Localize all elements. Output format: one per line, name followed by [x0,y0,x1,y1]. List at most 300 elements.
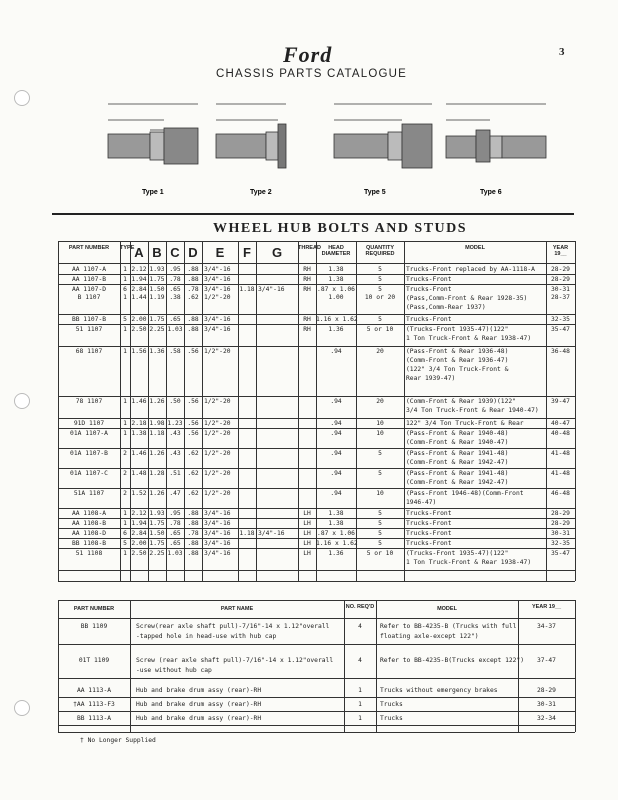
table-cell: .78 [169,520,181,527]
table-cell: Hub and brake drum assy (rear)-RH [136,701,262,708]
table-cell: 28-37 [551,294,570,301]
table-cell: 51A 1107 [73,490,105,497]
table-cell: 36-48 [551,348,570,355]
table-cell: 1.75 [149,276,165,283]
table-cell: 1.38 [328,266,344,273]
table-cell: .95 [169,266,181,273]
table-cell: 1 [123,326,127,333]
footnote: † No Longer Supplied [80,737,156,744]
col-header-a: A [134,245,144,260]
table-cell: B 1107 [77,294,101,301]
table-cell: .94 [330,430,342,437]
table-cell: BB 1108-B [71,540,107,547]
rule [58,697,575,698]
table-cell: 3/4"-16 [258,286,285,293]
table-cell: 1.38 [328,276,344,283]
table-cell: 1 [123,348,127,355]
table-cell: 1.16 x 1.62 [316,316,358,323]
table-cell: 1.26 [149,490,165,497]
col-header-year: YEAR 19__ [552,245,569,257]
table-cell: .95 [169,510,181,517]
table-cell: 1 [123,520,127,527]
table-cell: 2.18 [131,420,147,427]
table-cell: LH [303,550,311,557]
table-cell: 3/4"-16 [204,520,231,527]
rule [202,241,203,581]
table-cell: 1/2"-20 [204,294,231,301]
table-cell: 3/4 Ton Truck-Front & Rear 1940-47) [406,407,539,414]
table-cell: 1/2"-20 [204,420,231,427]
table-cell: †AA 1113-F3 [73,701,115,708]
table-cell: 37-47 [537,657,556,664]
table-cell: Rear 1939-47) [406,375,456,382]
table-cell: 5 [378,276,382,283]
col-header-d: D [188,245,198,260]
table-cell: 30-31 [551,286,570,293]
table-cell: 1.00 [328,294,344,301]
table-cell: 1.36 [149,348,165,355]
catalogue-title: CHASSIS PARTS CATALOGUE [216,68,407,80]
table-cell: 78 1107 [75,398,103,405]
table-cell: 1 [358,715,362,722]
table-cell: 1.36 [328,326,344,333]
table-cell: 1 Ton Truck-Front & Rear 1938-47) [406,559,532,566]
table-cell: 2.00 [131,316,147,323]
table-cell: 1.18 [239,530,255,537]
table-cell: .65 [169,540,181,547]
table-cell: Hub and brake drum assy (rear)-RH [136,715,262,722]
table-cell: Trucks-Front [406,520,452,527]
table-cell: 1.03 [167,550,183,557]
table-cell: .88 [187,316,199,323]
table-cell: 10 [376,420,384,427]
table-cell: 1.38 [328,510,344,517]
table-cell: 5 [378,470,382,477]
table-cell: LH [303,510,311,517]
table-cell: 41-48 [551,450,570,457]
table-cell: RH [303,316,311,323]
table-cell: 1.75 [149,520,165,527]
table-cell: Screw (rear axle shaft pull)-7/16"-14 x 1.12"overall [136,657,334,664]
table-cell: 3/4"-16 [204,266,231,273]
col-header-thread: THREAD [298,245,321,251]
table-cell: (Pass,Comm-Rear 1937) [406,304,486,311]
table-cell: .62 [187,294,199,301]
table-cell: 30-31 [537,701,556,708]
table-cell: 3/4"-16 [204,326,231,333]
table-cell: 1.50 [149,530,165,537]
table-cell: 1 [123,420,127,427]
rule [256,241,257,581]
table-cell: (Pass-Front & Rear 1941-48) [406,450,509,457]
table-cell: 1.18 [239,286,255,293]
table-cell: .56 [187,348,199,355]
col-header-type: TYPE [120,245,135,251]
table-cell: 1.26 [149,398,165,405]
type6-diagram [446,104,546,162]
table-cell: 20 [376,398,384,405]
table-cell: (Comm-Front & Rear 1939)(122" [406,398,516,405]
table-cell: 28-29 [551,520,570,527]
table-cell: 32-35 [551,540,570,547]
rule [58,732,575,733]
table-cell: .87 x 1.06 [317,530,355,537]
table-cell: .65 [169,286,181,293]
table-cell: BB 1109 [80,623,108,630]
table-cell: 1/2"-20 [204,348,231,355]
table-cell: RH [303,276,311,283]
rule [58,725,575,726]
wheel-hub-bolts-table [58,241,575,581]
table-cell: 40-47 [551,420,570,427]
table-cell: 28-29 [537,687,556,694]
table-cell: .58 [169,348,181,355]
table-cell: .78 [169,276,181,283]
table-cell: 01A 1107-A [70,430,108,437]
table-cell: .62 [187,490,199,497]
table-cell: 51 1107 [75,326,103,333]
table-cell: 40-48 [551,430,570,437]
rule [58,618,575,619]
table-cell: .87 x 1.06 [317,286,355,293]
table-cell: .47 [169,490,181,497]
table-cell: BB 1113-A [76,715,112,722]
table-cell: 2 [123,490,127,497]
table-cell: 5 [378,450,382,457]
table-cell: 35-47 [551,326,570,333]
table-cell: 1 [123,294,127,301]
table-cell: AA 1108-B [71,520,107,527]
table-cell: AA 1113-A [76,687,112,694]
col-header-model: MODEL [437,606,457,612]
table-cell: .88 [187,266,199,273]
table-cell: 41-48 [551,470,570,477]
table-cell: 3/4"-16 [204,510,231,517]
table-cell: 1.36 [328,550,344,557]
col-header-part-number: PART NUMBER [68,245,110,251]
table-cell: LH [303,520,311,527]
table-cell: 5 [378,316,382,323]
table-cell: 1/2"-20 [204,430,231,437]
page-number: 3 [559,46,565,58]
table-cell: 1/2"-20 [204,490,231,497]
rule [58,570,575,571]
table-cell: 3/4"-16 [204,540,231,547]
table-cell: 1 [358,701,362,708]
table-cell: 2.25 [149,550,165,557]
table-cell: 1.19 [149,294,165,301]
table-cell: RH [303,286,311,293]
table-cell: 3/4"-16 [204,276,231,283]
table-cell: .94 [330,348,342,355]
table-cell: 5 [378,510,382,517]
table-cell: 5 [378,530,382,537]
table-cell: 3/4"-16 [204,550,231,557]
table-cell: AA 1108-D [71,530,107,537]
table-cell: 1 [123,510,127,517]
table-cell: 1.44 [131,294,147,301]
binder-hole [14,700,30,716]
rule [58,644,575,645]
table-cell: 1 [123,266,127,273]
figure-label: Type 5 [364,189,386,196]
table-cell: 3/4"-16 [204,286,231,293]
table-cell: 2.50 [131,550,147,557]
table-cell: 32-34 [537,715,556,722]
table-cell: 4 [358,657,362,664]
table-cell: .88 [187,520,199,527]
table-cell: 1946-47) [406,499,437,506]
rule [58,581,575,582]
table-cell: .88 [187,326,199,333]
table-cell: 5 or 10 [366,550,394,557]
table-cell: 28-29 [551,510,570,517]
table-cell: 68 1107 [75,348,103,355]
table-cell: 2.84 [131,530,147,537]
table-cell: 6 [123,530,127,537]
table-cell: .56 [187,398,199,405]
table-cell: Hub and brake drum assy (rear)-RH [136,687,262,694]
rule [575,241,576,581]
table-cell: 91D 1107 [73,420,105,427]
table-cell: .62 [187,470,199,477]
type5-diagram [334,104,432,168]
table-cell: 1 [123,276,127,283]
table-cell: 1.38 [131,430,147,437]
table-cell: 2.50 [131,326,147,333]
table-cell: 5 [378,286,382,293]
table-cell: 5 [378,520,382,527]
table-cell: .78 [187,530,199,537]
table-cell: 2.12 [131,266,147,273]
table-cell: 20 [376,348,384,355]
table-cell: 1.46 [131,450,147,457]
binder-hole [14,393,30,409]
table-cell: .56 [187,420,199,427]
table-cell: (Pass-Front & Rear 1940-48) [406,430,509,437]
table-cell: 1.38 [328,520,344,527]
table-cell: (Trucks-Front 1935-47)(122" [406,550,509,557]
col-header-g: G [271,245,283,260]
table-cell: .88 [187,550,199,557]
table-cell: 4 [358,623,362,630]
table-cell: Trucks-Front [406,276,452,283]
hub-parts-table [58,600,575,732]
table-cell: LH [303,530,311,537]
table-cell: .65 [169,530,181,537]
table-cell: AA 1107-B [71,276,107,283]
table-cell: 2 [123,470,127,477]
col-header-quantity: QUANTITY REQUIRED [365,245,395,257]
table-cell: 1.28 [149,470,165,477]
table-cell: AA 1108-A [71,510,107,517]
table-cell: AA 1107-D [71,286,107,293]
figure-label: Type 6 [480,189,502,196]
table-cell: 35-47 [551,550,570,557]
table-cell: 28-29 [551,266,570,273]
rule [575,600,576,732]
col-header-f: F [243,245,251,260]
table-cell: 1 [123,398,127,405]
table-cell: Trucks-Front [406,540,452,547]
table-cell: .51 [169,470,181,477]
table-cell: 5 [123,540,127,547]
table-cell: .78 [187,286,199,293]
type2-diagram [216,104,286,168]
table-cell: BB 1107-B [71,316,107,323]
table-cell: RH [303,266,311,273]
table-cell: 5 [123,316,127,323]
col-header-e: E [215,245,225,260]
table-cell: 1/2"-20 [204,450,231,457]
table-cell: (Comm-Front & Rear 1942-47) [406,459,509,466]
table-cell: 1 [123,430,127,437]
col-header-head-diameter: HEAD DIAMETER [321,245,351,257]
table-cell: 28-29 [551,276,570,283]
rule [344,600,345,732]
table-cell: 122" 3/4 Ton Truck-Front & Rear [406,420,524,427]
table-cell: 1.93 [149,510,165,517]
table-cell: Trucks [380,701,403,708]
table-cell: 1/2"-20 [204,470,231,477]
table-cell: Trucks-Front [406,316,452,323]
table-cell: 1.94 [131,276,147,283]
table-cell: Trucks-Front [406,510,452,517]
table-cell: .88 [187,510,199,517]
table-cell: 30-31 [551,530,570,537]
table-cell: .94 [330,450,342,457]
table-cell: 1.50 [149,286,165,293]
rule [58,711,575,712]
table-cell: 46-48 [551,490,570,497]
table-cell: Refer to BB-4235-B (Trucks with full [380,623,517,630]
table-cell: 1.03 [167,326,183,333]
table-cell: 1.93 [149,266,165,273]
rule [130,600,131,732]
table-cell: .65 [169,316,181,323]
table-cell: 01A 1107-C [70,470,108,477]
table-cell: (Pass,Comm-Front & Rear 1928-35) [406,295,528,302]
table-cell: -tapped hole in head-use with hub cap [136,633,277,640]
table-cell: 1.23 [167,420,183,427]
table-cell: 34-37 [537,623,556,630]
table-cell: 1.98 [149,420,165,427]
table-cell: 3/4"-16 [258,530,285,537]
col-header-year: YEAR 19__ [531,604,562,610]
table-cell: 1.94 [131,520,147,527]
table-cell: 2 [123,450,127,457]
table-cell: -use without hub cap [136,667,212,674]
col-header-part-number: PART NUMBER [73,606,115,612]
table-cell: 2.12 [131,510,147,517]
table-cell: 1.52 [131,490,147,497]
col-header-c: C [170,245,180,260]
table-cell: 5 [378,266,382,273]
divider [52,213,574,215]
table-cell: .94 [330,490,342,497]
col-header-b: B [152,245,162,260]
table-cell: 1.26 [149,450,165,457]
table-cell: .94 [330,398,342,405]
rule [58,600,59,732]
table-cell: 10 [376,490,384,497]
table-cell: .56 [187,430,199,437]
table-cell: .43 [169,450,181,457]
table-cell: 1/2"-20 [204,398,231,405]
table-cell: .50 [169,398,181,405]
ford-logo: Ford [283,42,333,67]
table-cell: 1.46 [131,398,147,405]
table-cell: (Comm-Front & Rear 1942-47) [406,479,509,486]
table-cell: 2.84 [131,286,147,293]
table-cell: (Pass-Front & Rear 1941-48) [406,470,509,477]
col-header-model: MODEL [465,245,485,251]
table-cell: Trucks-Front replaced by AA-1118-A [406,266,535,273]
table-cell: Trucks [380,715,403,722]
table-cell: AA 1107-A [71,266,107,273]
table-cell: .38 [169,294,181,301]
rule [404,241,405,581]
rule [58,600,575,601]
table-cell: 3/4"-16 [204,530,231,537]
table-cell: .88 [187,540,199,547]
table-cell: 1.75 [149,540,165,547]
table-cell: .62 [187,450,199,457]
table-cell: 01A 1107-B [70,450,108,457]
table-cell: RH [303,326,311,333]
table-cell: .94 [330,420,342,427]
table-cell: Screw(rear axle shaft pull)-7/16"-14 x 1.12"overall [136,623,330,630]
table-cell: (Comm-Front & Rear 1940-47) [406,439,509,446]
table-cell: 1.75 [149,316,165,323]
table-cell: 32-35 [551,316,570,323]
table-cell: 10 or 20 [364,294,396,301]
stud-diagrams [90,92,560,204]
table-cell: (Pass-Front 1946-48)(Comm-Front [406,490,524,497]
table-cell: 1.56 [131,348,147,355]
table-cell: 1 Ton Truck-Front & Rear 1938-47) [406,335,532,342]
col-header-no-reqd: NO. REQ'D [345,604,375,610]
table-cell: Trucks without emergency brakes [380,687,498,694]
table-cell: (Trucks-Front 1935-47)(122" [406,326,509,333]
table-cell: .94 [330,470,342,477]
table-cell: 2.00 [131,540,147,547]
table-cell: 39-47 [551,398,570,405]
table-cell: (Comm-Front & Rear 1936-47) [406,357,509,364]
table-cell: 3/4"-16 [204,316,231,323]
figure-label: Type 1 [142,189,164,196]
rule [518,600,519,732]
table-cell: 1 [123,550,127,557]
binder-hole [14,90,30,106]
table-cell: .43 [169,430,181,437]
table-cell: 1.16 x 1.62 [316,540,358,547]
table-cell: 2.25 [149,326,165,333]
table-cell: (Pass-Front & Rear 1936-48) [406,348,509,355]
table-cell: 51 1108 [75,550,103,557]
rule [58,678,575,679]
table-cell: Refer to BB-4235-B(Trucks except 122") [380,657,525,664]
table-cell: LH [303,540,311,547]
table-cell: 01T 1109 [78,657,110,664]
type1-diagram [108,104,198,164]
table-cell: Trucks-Front [406,530,452,537]
table-cell: 1.48 [131,470,147,477]
col-header-part-name: PART NAME [220,606,254,612]
figure-label: Type 2 [250,189,272,196]
rule [376,600,377,732]
table-cell: 5 or 10 [366,326,394,333]
